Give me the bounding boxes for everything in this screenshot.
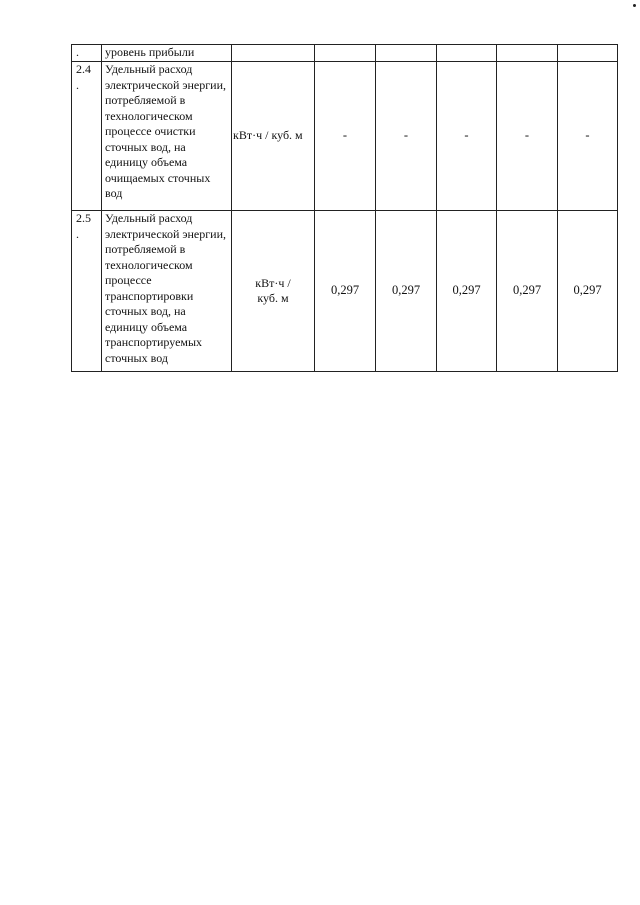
row-value: - — [497, 62, 558, 211]
row-unit: кВт·ч / куб. м — [232, 211, 315, 372]
row-value: 0,297 — [376, 211, 437, 372]
row-number — [72, 211, 102, 372]
row-value: - — [558, 62, 618, 211]
row-value — [497, 45, 558, 62]
row-value: - — [437, 62, 497, 211]
row-number-text: 2.4 . — [76, 62, 91, 92]
row-indicator-name: Удельный расход электрической энергии, потребляемой в технологическом процессе транспортировки сточных вод, на единицу объема транспортируемых сточных вод — [102, 211, 232, 372]
corner-mark — [633, 4, 636, 7]
row-number: . — [72, 45, 102, 62]
row-indicator-name: Удельный расход электрической энергии, потребляемой в технологическом процессе очистки сточных вод, на единицу объема очищаемых сточных вод — [102, 62, 232, 211]
row-number — [72, 62, 102, 211]
row-value — [437, 45, 497, 62]
row-value: 0,297 — [315, 211, 376, 372]
row-value — [376, 45, 437, 62]
table-row — [72, 211, 618, 372]
row-value — [558, 45, 618, 62]
row-value: 0,297 — [437, 211, 497, 372]
row-value: 0,297 — [558, 211, 618, 372]
row-value — [315, 45, 376, 62]
indicators-table — [71, 44, 618, 372]
row-unit: кВт·ч / куб. м — [232, 62, 315, 211]
row-number-text: 2.5 . — [76, 211, 91, 241]
table-row — [72, 62, 618, 211]
row-value: - — [315, 62, 376, 211]
row-value: 0,297 — [497, 211, 558, 372]
table-row — [72, 45, 618, 62]
row-unit — [232, 45, 315, 62]
row-value: - — [376, 62, 437, 211]
row-indicator-name: уровень прибыли — [102, 45, 232, 62]
